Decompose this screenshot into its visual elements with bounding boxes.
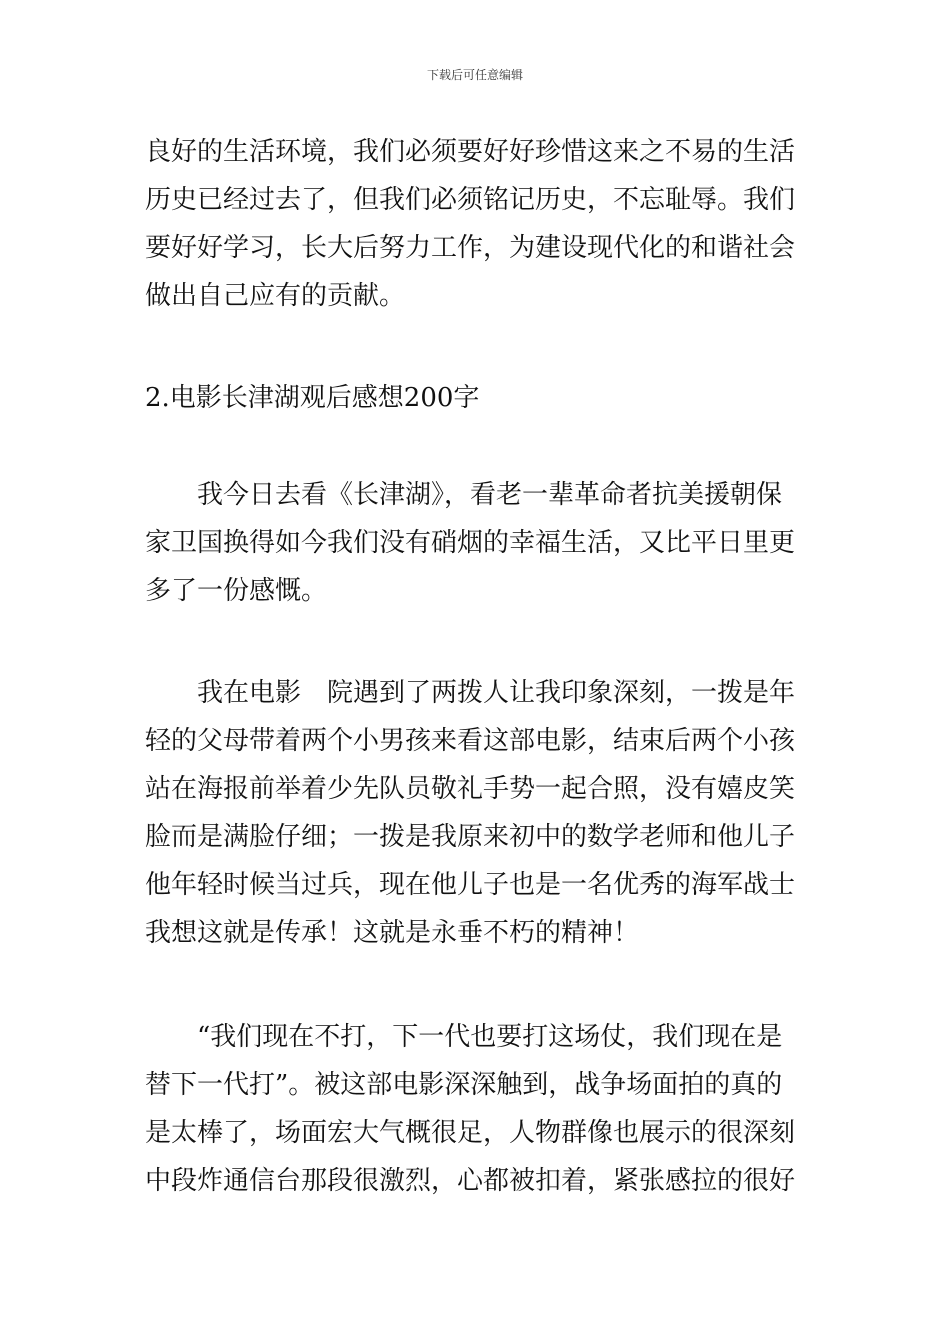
text-line: 是太棒了，场面宏大气概很足，人物群像也展示的很深刻 xyxy=(145,1118,796,1148)
text-line: 脸而是满脸仔细；一拨是我原来初中的数学老师和他儿子 xyxy=(145,822,796,852)
text-line: 他年轻时候当过兵，现在他儿子也是一名优秀的海军战士 xyxy=(145,870,796,900)
paragraph-4 xyxy=(145,1013,810,1205)
paragraph-1 xyxy=(145,128,810,320)
text-line: 做出自己应有的贡献。 xyxy=(145,281,406,311)
heading-text: 2.电影长津湖观后感想200字 xyxy=(145,383,480,413)
text-line: 站在海报前举着少先队员敬礼手势一起合照，没有嬉皮笑 xyxy=(145,774,796,804)
section-heading xyxy=(145,374,810,422)
text-line: 我今日去看《长津湖》，看老一辈革命者抗美援朝保 xyxy=(197,480,783,510)
text-line: 要好好学习，长大后努力工作，为建设现代化的和谐社会 xyxy=(145,233,796,263)
text-line: 我想这就是传承！这就是永垂不朽的精神！ xyxy=(145,918,640,948)
text-line: 多了一份感慨。 xyxy=(145,576,328,606)
page-header-note: 下载后可任意编辑 xyxy=(426,68,523,82)
text-line: “我们现在不打，下一代也要打这场仗，我们现在是 xyxy=(197,1022,783,1052)
text-line: 中段炸通信台那段很激烈，心都被扣着，紧张感拉的很好 xyxy=(145,1166,796,1196)
text-line: 家卫国换得如今我们没有硝烟的幸福生活，又比平日里更 xyxy=(145,528,796,558)
text-line: 我在电影 院遇到了两拨人让我印象深刻，一拨是年 xyxy=(197,678,796,708)
text-line: 良好的生活环境，我们必须要好好珍惜这来之不易的生活 xyxy=(145,137,796,167)
text-line: 历史已经过去了，但我们必须铭记历史，不忘耻辱。我们 xyxy=(145,185,796,215)
paragraph-2 xyxy=(145,471,810,615)
text-line: 替下一代打”。被这部电影深深触到，战争场面拍的真的 xyxy=(145,1070,783,1100)
paragraph-3 xyxy=(145,669,810,957)
text-line: 轻的父母带着两个小男孩来看这部电影，结束后两个小孩 xyxy=(145,726,796,756)
